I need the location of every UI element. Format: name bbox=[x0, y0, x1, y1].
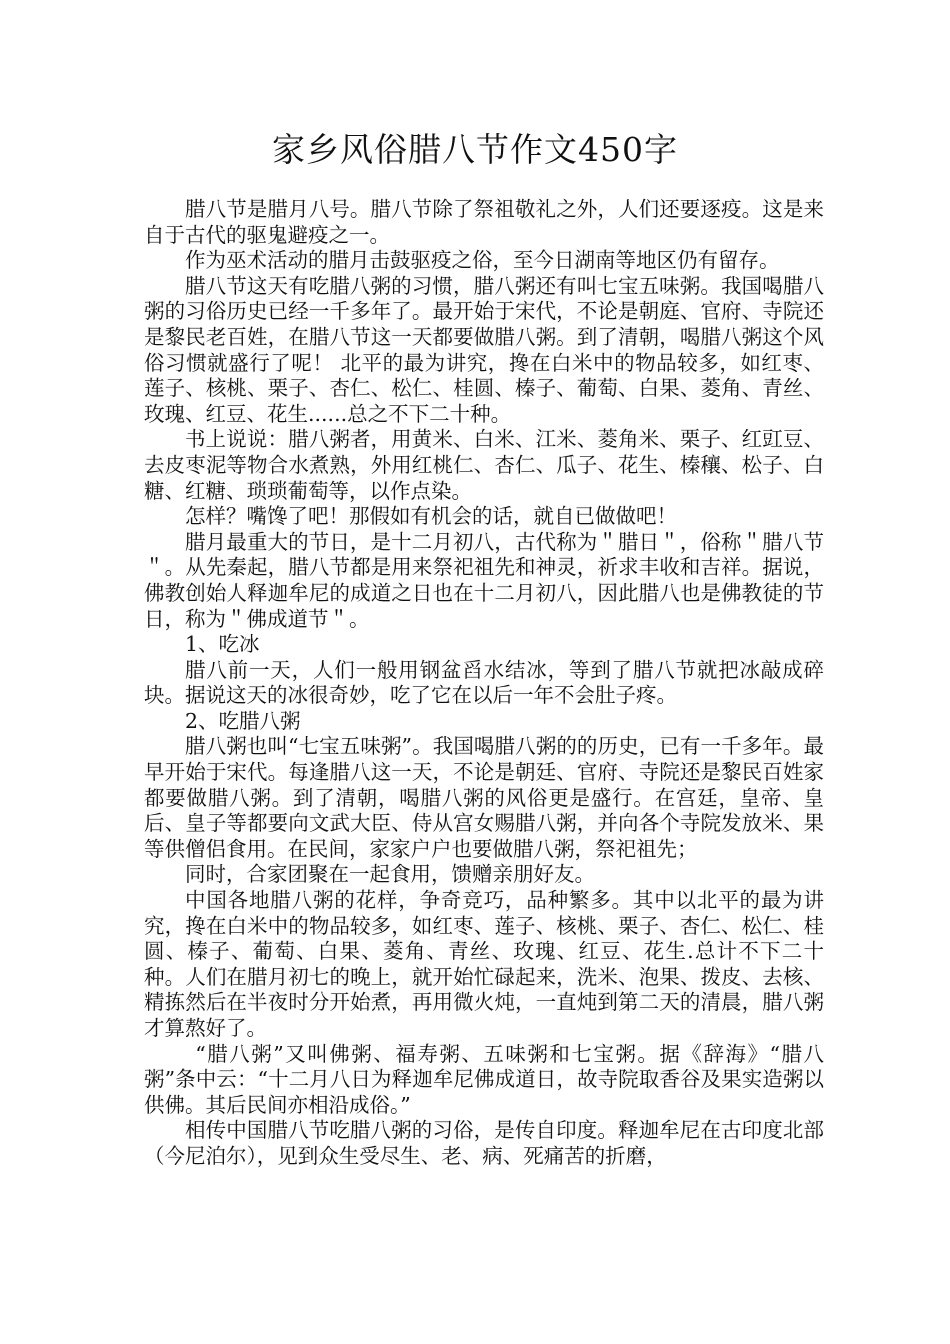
paragraph-6: 腊月最重大的节日，是十二月初八，古代称为＂腊日＂，俗称＂腊八节＂。从先秦起，腊八节都是用来祭祀祖先和神灵，祈求丰收和吉祥。据说，佛教创始人释迦牟尼的成道之日也在十二月初八，因此腊八也是佛教徒的节日，称为＂佛成道节＂。 bbox=[144, 529, 824, 631]
document-title: 家乡风俗腊八节作文450字 bbox=[272, 130, 678, 169]
paragraph-5: 怎样？嘴馋了吧！那假如有机会的话，就自已做做吧！ bbox=[185, 504, 677, 529]
paragraph-2: 作为巫术活动的腊月击鼓驱疫之俗，至今日湖南等地区仍有留存。 bbox=[185, 248, 780, 273]
paragraph-1: 腊八节是腊月八号。腊八节除了祭祖敬礼之外，人们还要逐疫。这是来自于古代的驱鬼避疫之一。 bbox=[144, 197, 824, 247]
paragraph-4: 书上说说：腊八粥者，用黄米、白米、江米、菱角米、栗子、红豇豆、去皮枣泥等物合水煮熟，外用红桃仁、杏仁、瓜子、花生、榛穰、松子、白糖、红糖、琐琐葡萄等，以作点染。 bbox=[144, 427, 824, 503]
paragraph-9: 同时，合家团聚在一起食用，馈赠亲朋好友。 bbox=[185, 862, 595, 887]
paragraph-7: 腊八前一天，人们一般用钢盆舀水结冰，等到了腊八节就把冰敲成碎块。据说这天的冰很奇妙，吃了它在以后一年不会肚子疼。 bbox=[144, 657, 824, 708]
document-body bbox=[144, 197, 824, 1170]
section-heading-eat-laba-porridge: 2、吃腊八粥 bbox=[185, 708, 301, 733]
paragraph-10: 中国各地腊八粥的花样，争奇竞巧，品种繁多。其中以北平的最为讲究，搀在白米中的物品较多，如红枣、莲子、核桃、栗子、杏仁、松仁、桂圆、榛子、葡萄、白果、菱角、青丝、玫瑰、红豆、花生.总计不下二十种。人们在腊月初七的晚上，就开始忙碌起来，洗米、泡果、拨皮、去核、精拣然后在半夜时分开始煮，再用微火炖，一直炖到第二天的清晨，腊八粥才算熬好了。 bbox=[144, 888, 824, 1040]
paragraph-3: 腊八节这天有吃腊八粥的习惯，腊八粥还有叫七宝五味粥。我国喝腊八粥的习俗历史已经一千多年了。最开始于宋代，不论是朝庭、官府、寺院还是黎民老百姓，在腊八节这一天都要做腊八粥。到了清朝，喝腊八粥这个风俗习惯就盛行了呢！ 北平的最为讲究，搀在白米中的物品较多，如红枣、莲子、核桃、栗子、杏仁、松仁、桂圆、榛子、葡萄、白果、菱角、青丝、玫瑰、红豆、花生......总之不下二十种。 bbox=[144, 273, 824, 426]
paragraph-8: 腊八粥也叫“七宝五味粥”。我国喝腊八粥的的历史，已有一千多年。最早开始于宋代。每逢腊八这一天，不论是朝廷、官府、寺院还是黎民百姓家都要做腊八粥。到了清朝，喝腊八粥的风俗更是盛行。在宫廷，皇帝、皇后、皇子等都要向文武大臣、侍从宫女赐腊八粥，并向各个寺院发放米、果等供僧侣食用。在民间，家家户户也要做腊八粥，祭祀祖先； bbox=[144, 734, 824, 861]
paragraph-11: “腊八粥”又叫佛粥、福寿粥、五味粥和七宝粥。据《辞海》“腊八粥”条中云：“十二月八日为释迦牟尼佛成道日，故寺院取香谷及果实造粥以供佛。其后民间亦相沿成俗。” bbox=[144, 1041, 824, 1117]
paragraph-12: 相传中国腊八节吃腊八粥的习俗，是传自印度。释迦牟尼在古印度北部（今尼泊尔），见到众生受尽生、老、病、死痛苦的折磨， bbox=[144, 1118, 824, 1168]
section-heading-eat-ice: 1、吃冰 bbox=[185, 632, 260, 657]
